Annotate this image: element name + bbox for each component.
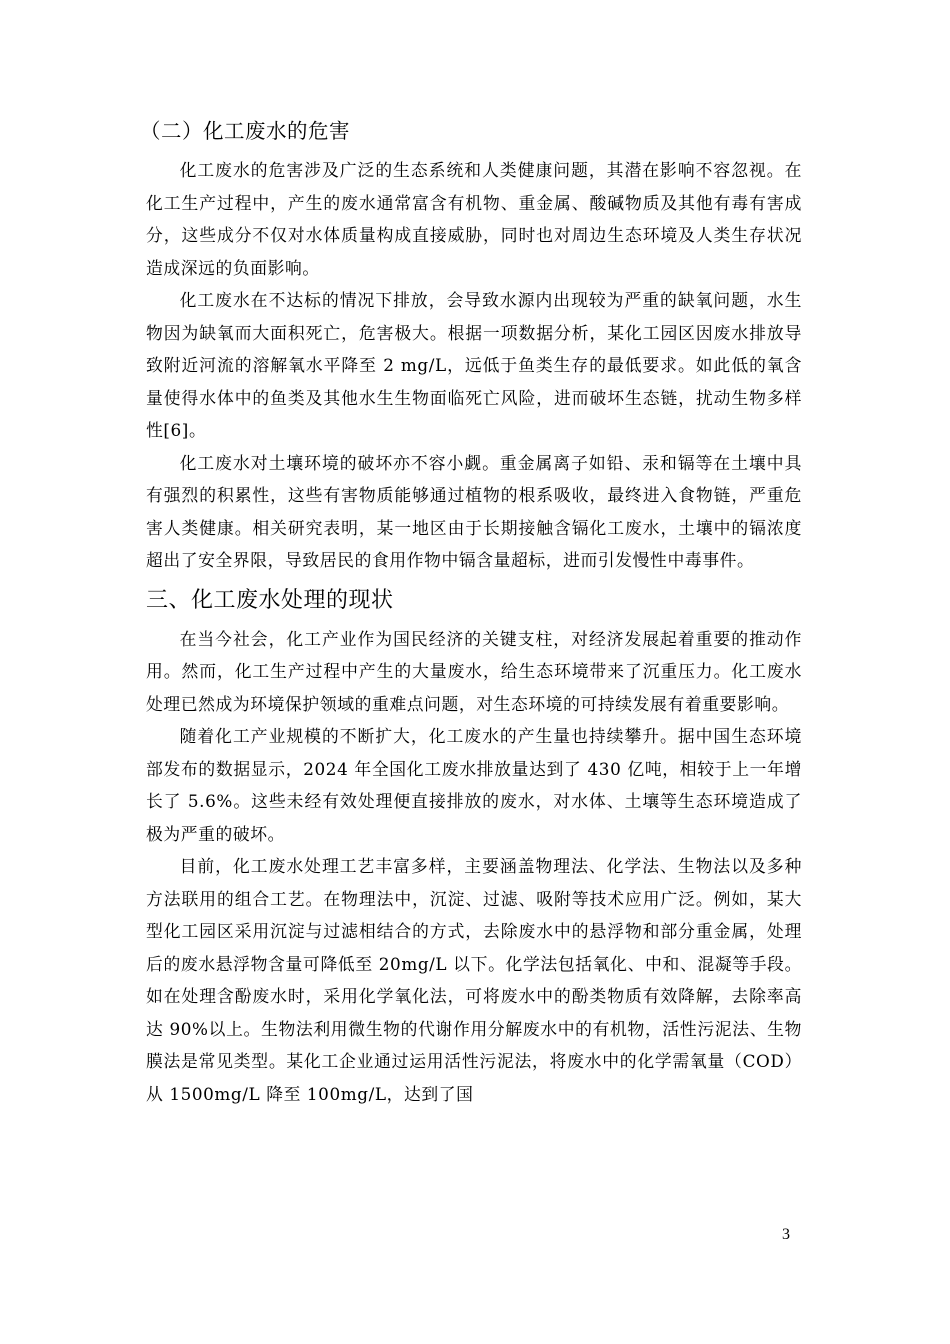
page-number-text: 3 bbox=[782, 1226, 790, 1243]
page-content bbox=[140, 112, 802, 1110]
paragraph: 化工废水的危害涉及广泛的生态系统和人类健康问题，其潜在影响不容忽视。在化工生产过程中，产生的废水通常富含有机物、重金属、酸碱物质及其他有毒有害成分，这些成分不仅对水体质量构成直接威胁，同时也对周边生态环境及人类生存状况造成深远的负面影响。 bbox=[146, 160, 802, 278]
paragraph: 目前，化工废水处理工艺丰富多样，主要涵盖物理法、化学法、生物法以及多种方法联用的组合工艺。在物理法中，沉淀、过滤、吸附等技术应用广泛。例如，某大型化工园区采用沉淀与过滤相结合的方式，去除废水中的悬浮物和部分重金属，处理后的废水悬浮物含量可降低至 20mg/L 以下。化学法包括氧化、中和、混凝等手段。如在处理含酚废水时，采用化学氧化法，可将废水中的酚类物质有效降解，去除率高达 90%以上。生物法利用微生物的代谢作用分解废水中的有机物，活性污泥法、生物膜法是常见类型。某化工企业通过运用活性污泥法，将废水中的化学需氧量（COD）从 1500mg/L 降至 100mg/L，达到了国 bbox=[146, 856, 802, 1104]
paragraph: 化工废水对土壤环境的破坏亦不容小觑。重金属离子如铅、汞和镉等在土壤中具有强烈的积累性，这些有害物质能够通过植物的根系吸收，最终进入食物链，严重危害人类健康。相关研究表明，某一地区由于长期接触含镉化工废水，土壤中的镉浓度超出了安全界限，导致居民的食用作物中镉含量超标，进而引发慢性中毒事件。 bbox=[146, 452, 802, 570]
paragraph: 随着化工产业规模的不断扩大，化工废水的产生量也持续攀升。据中国生态环境部发布的数据显示，2024 年全国化工废水排放量达到了 430 亿吨，相较于上一年增长了 5.6%。这些未经有效处理便直接排放的废水，对水体、土壤等生态环境造成了极为严重的破坏。 bbox=[146, 726, 802, 844]
page-number bbox=[0, 1226, 790, 1244]
section-heading: 三、化工废水处理的现状 bbox=[146, 587, 394, 613]
subsection-heading: （二）化工废水的危害 bbox=[140, 119, 350, 143]
paragraph: 在当今社会，化工产业作为国民经济的关键支柱，对经济发展起着重要的推动作用。然而，化工生产过程中产生的大量废水，给生态环境带来了沉重压力。化工废水处理已然成为环境保护领域的重难点问题，对生态环境的可持续发展有着重要影响。 bbox=[146, 628, 802, 714]
paragraph: 化工废水在不达标的情况下排放，会导致水源内出现较为严重的缺氧问题，水生物因为缺氧而大面积死亡，危害极大。根据一项数据分析，某化工园区因废水排放导致附近河流的溶解氧水平降至 2 mg/L，远低于鱼类生存的最低要求。如此低的氧含量使得水体中的鱼类及其他水生生物面临死亡风险，进而破坏生态链，扰动生物多样性[6]。 bbox=[146, 290, 802, 440]
